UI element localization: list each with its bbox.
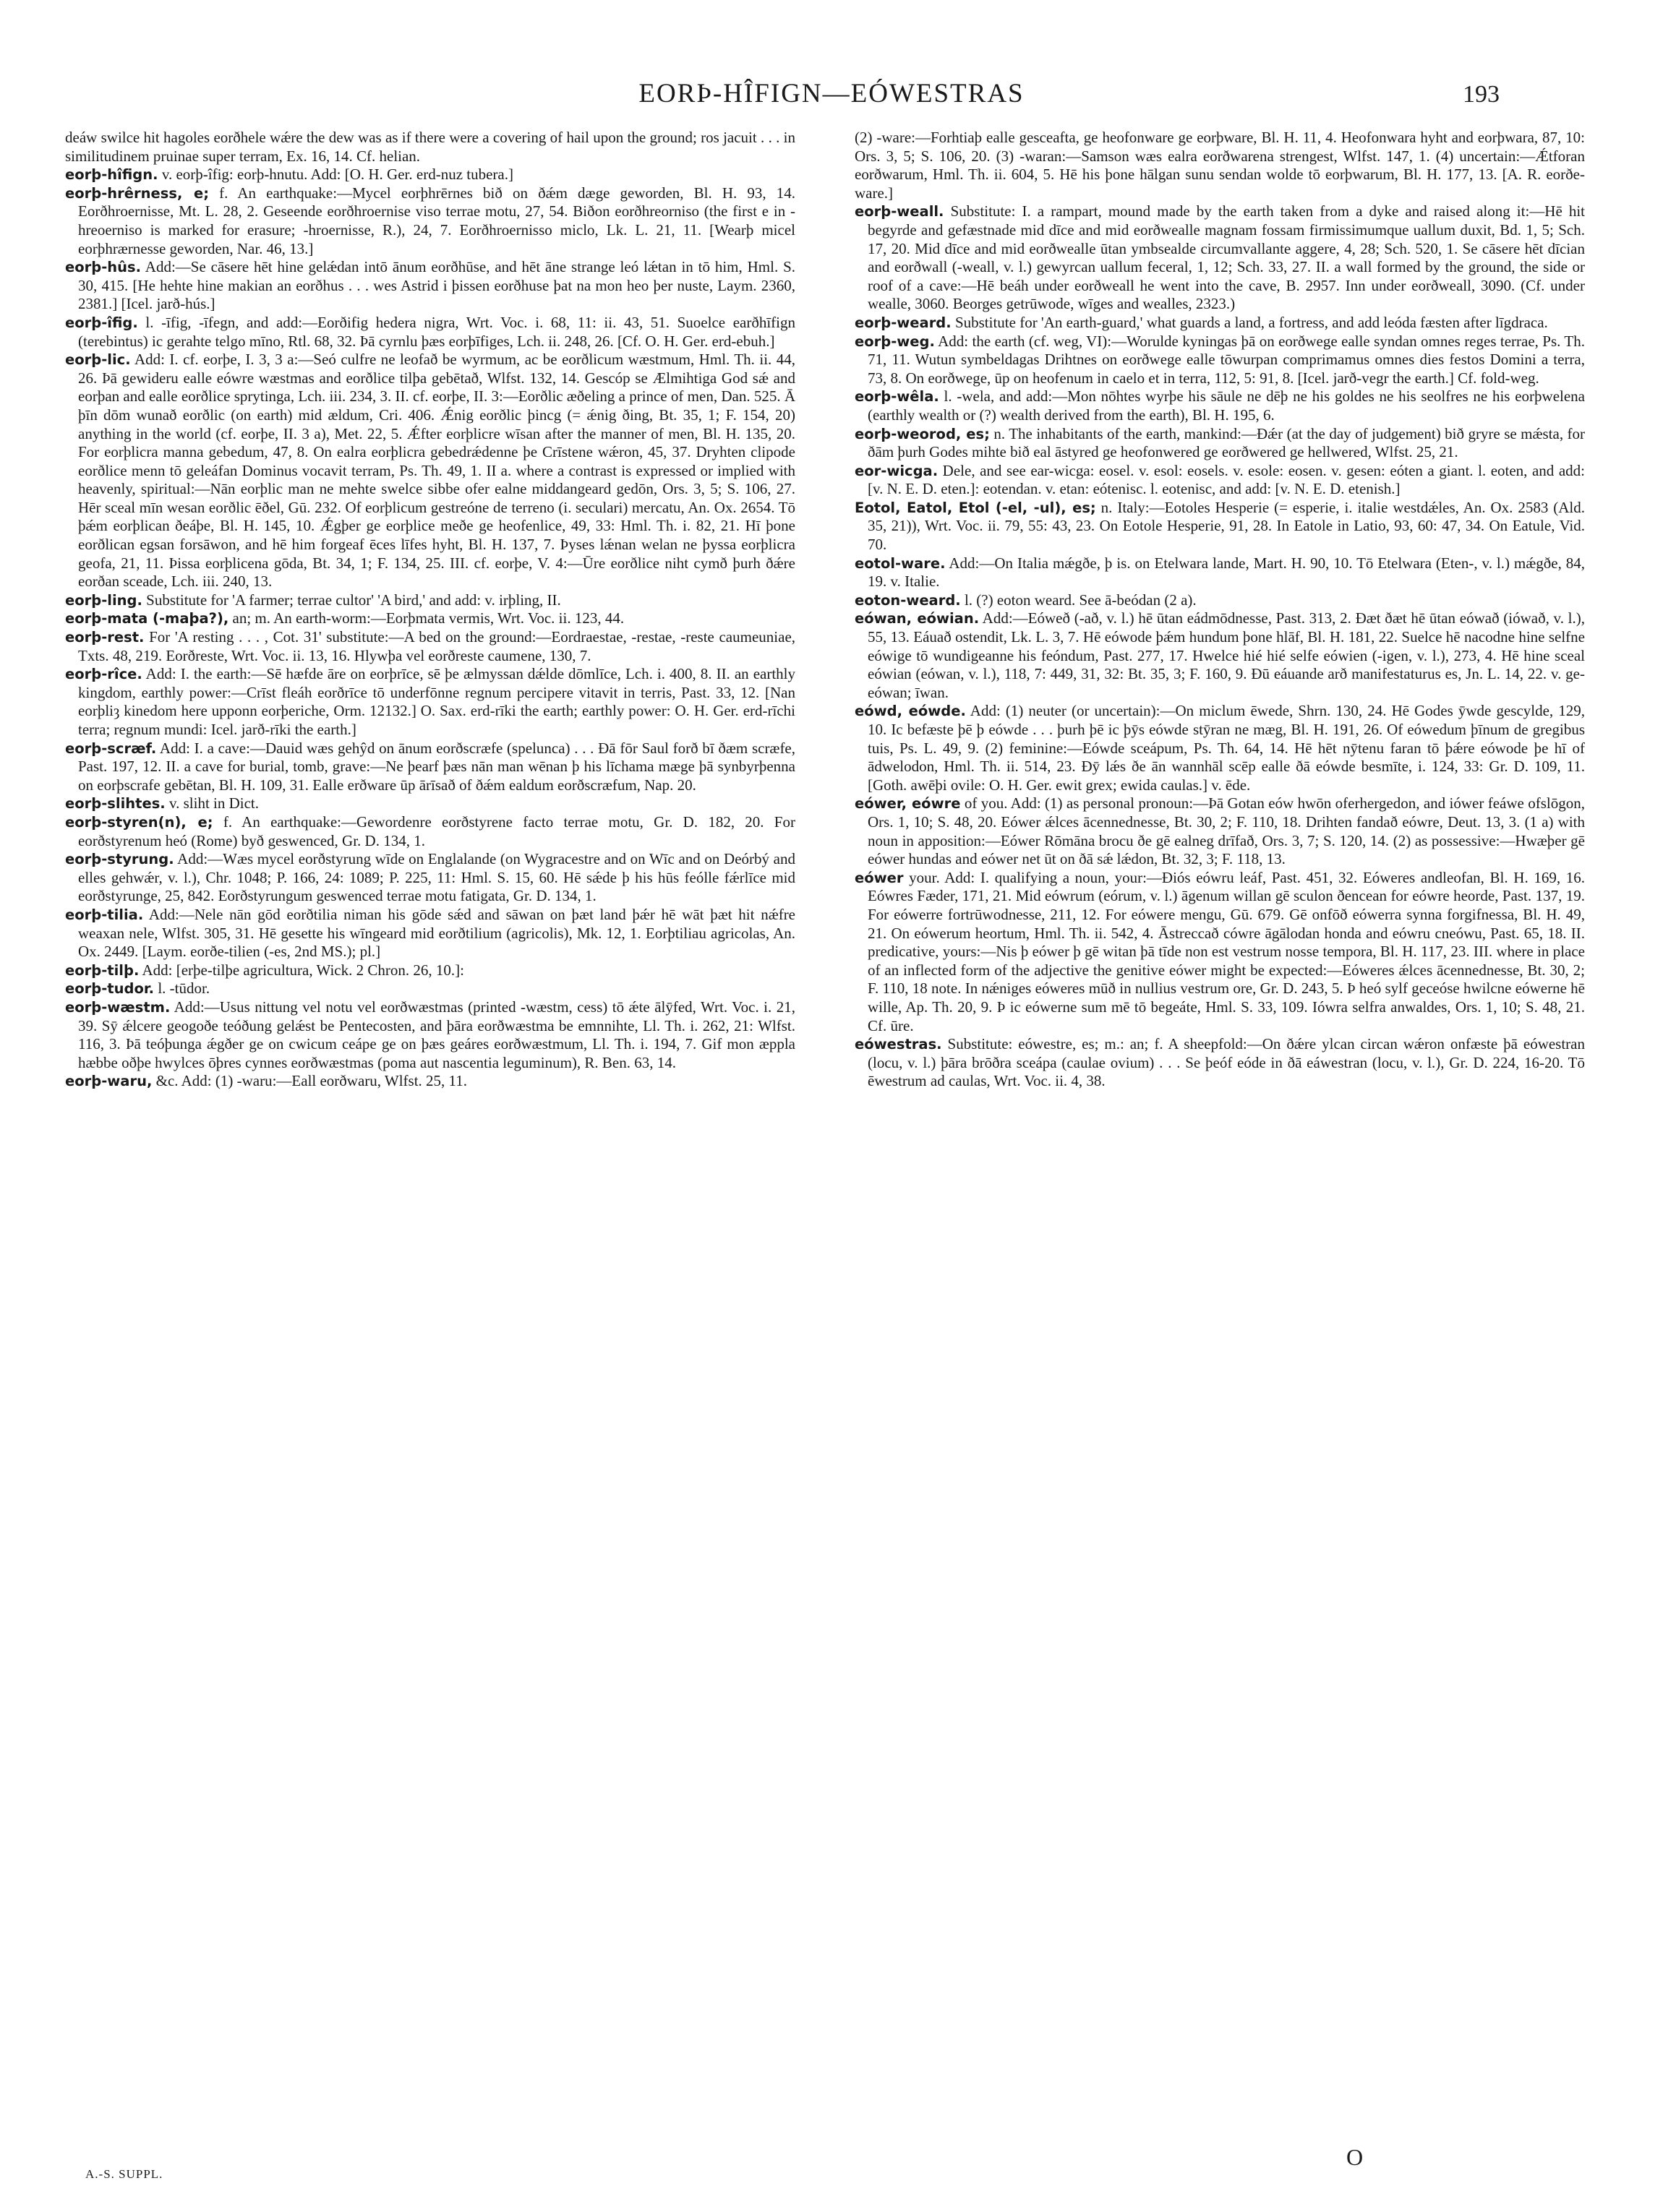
entry-headword: Eotol, Eatol, Etol (-el, -ul), es;	[855, 499, 1096, 516]
entry-text: &c. Add: (1) -waru:—Eall eorðwaru, Wlfst. 25, 11.	[155, 1072, 468, 1090]
dictionary-entry	[855, 702, 1585, 794]
right-column	[855, 129, 1585, 2138]
entry-headword: eorþ-ling.	[65, 591, 142, 609]
entry-text: Add:—Nele nān gōd eorðtilia niman his gōde sǽd and sāwan on þæt land þǽr hē wāt þæt hit nǽfre weaxan nele, Wlfst. 305, 31. Hē gesette his wīngeard mid eorðtilium (agricolis), Mk. 12, 1. Eorþtiliau agricolas, An. Ox. 2449. [Laym. eorðe-tilien (-es, 2nd MS.); pl.]	[78, 905, 795, 961]
entry-text: l. -īfig, -īfegn, and add:—Eorðifig hedera nigra, Wrt. Voc. i. 68, 11: ii. 43, 51. Suoelce earðhīfign (terebintus) ic gerahte telgo mīno, Rtl. 68, 32. Þā cyrnlu þæs eorþīfiges, Lch. ii. 248, 26. [Cf. O. H. Ger. erd-ebuh.]	[78, 313, 795, 350]
entry-text: v. eorþ-îfig: eorþ-hnutu. Add: [O. H. Ger. erd-nuz tubera.]	[161, 166, 513, 184]
entry-headword: eorþ-wêla.	[855, 388, 939, 406]
entry-text: Substitute: eówestre, es; m.: an; f. A sheepfold:—On ðǽre ylcan circan wǽron onfæste þā eówestran (locu, v. l.) þāra brōðra sceápa (caulae ovium) . . . Se þeóf eóde in ðā eáwestran (locu, v. l.), Gr. D. 224, 16-20. Tō ēwestrum ad caulas, Wrt. Voc. ii. 4, 38.	[868, 1035, 1585, 1090]
entry-headword: eor-wicga.	[855, 462, 939, 479]
dictionary-entry	[855, 609, 1585, 702]
entry-headword: eorþ-slihtes.	[65, 795, 166, 813]
entry-headword: eorþ-styren(n), e;	[65, 813, 213, 831]
entry-headword: eorþ-waru,	[65, 1073, 153, 1090]
dictionary-entry	[855, 333, 1585, 388]
entry-headword: eorþ-hûs.	[65, 259, 142, 276]
entry-headword: eorþ-weg.	[855, 333, 935, 350]
dictionary-entry	[65, 314, 795, 351]
dictionary-entry	[65, 628, 795, 665]
entry-headword: eorþ-scræf.	[65, 740, 157, 757]
entry-headword: eorþ-hrêrness, e;	[65, 184, 210, 202]
page-number: 193	[1463, 81, 1500, 108]
gathering-signature: O	[1346, 2144, 1364, 2170]
entry-headword: eówer, eówre	[855, 795, 961, 813]
running-header	[0, 78, 1663, 114]
dictionary-entry	[855, 1035, 1585, 1091]
dictionary-entry	[65, 961, 795, 980]
dictionary-entry	[855, 387, 1585, 424]
entry-text: Dele, and see ear-wicga: eosel. v. esol: eosels. v. esole: eosen. v. gesen: eóten a giant. l. eoten, and add: [v. N. E. D. eten.]: eotendan. v. etan: eótenisc. l. eotenisc, and add: [v. N. E. D. etenish.]	[868, 461, 1585, 498]
dictionary-entry	[65, 166, 795, 184]
entry-headword: eorþ-tilia.	[65, 906, 144, 923]
entry-text: Add: I. cf. eorþe, I. 3, 3 a:—Seó culfre ne leofað be wyrmum, ac be eorðlicum wæstmum, Hml. Th. ii. 44, 26. Þā gewideru ealle eówre wæstmas and eorðlice tilþa gebētað, Wlfst. 132, 14. Gescóp se Ælmihtiga God sǽ and eorþan and ealle eorðlice sprytinga, Lch. iii. 234, 3. II. cf. eorþe, II. 3:—Eorðlic æðeling a prince of men, Dan. 525. Ā þīn dōm wunað eorðlic (on earth) mid ældum, Cri. 406. Ǽnig eorðlic þincg (= ǽnig ðing, Bt. 35, 1; F. 154, 20) anything in the world (cf. eorþe, II. 3 a), Met. 22, 5. Ǽfter eorþlicre wīsan after the manner of men, Bl. H. 135, 20. For eorþlicra manna gebedum, 47, 8. On ealra eorþlicra gebedrǽdenne þe Crīstene wǽron, 45, 37. Dryhten clipode eorðlice menn tō geleáfan Dominus vocavit terram, Ps. Th. 49, 1. II a. where a contrast is expressed or implied with heavenly, spiritual:—Nān eorþlic man ne mehte swelce sibbe ofer ealne middangeard gedōn, Ors. 3, 5; S. 106, 27. Hēr sceal mīn wesan eorðlic ēðel, Gū. 232. Of eorþlicum gestreóne de terreno (i. seculari) mercatu, An. Ox. 2654. Tō þǽm eorþlican ðeáþe, Bl. H. 145, 10. Ǽgþer ge eorþlice meðe ge heofenlice, 49, 33: Hml. Th. i. 82, 21. Hī þone eorðlican egsan forsāwon, and hē him forgeaf ēces līfes hyht, Bl. H. 137, 7. Þyses lǽnan welan ne þyssa eorþlicra geofa, 21, 11. Þissa eorþlicena gōda, Bt. 34, 1; F. 134, 25. III. cf. eorþe, V. 4:—Ūre eorðlice niht cymð þurh ðǽre eorðan sceade, Lch. iii. 240, 13.	[78, 351, 795, 591]
entry-text: l. (?) eoton weard. See ā-beódan (2 a).	[964, 591, 1197, 609]
entry-text: For 'A resting . . . , Cot. 31' substitute:—A bed on the ground:—Eordraestae, -restae, -reste caumeuniae, Txts. 48, 219. Eorðreste, Wrt. Voc. ii. 13, 16. Hlywþa vel eorðreste caumene, 130, 7.	[78, 628, 795, 664]
dictionary-entry	[65, 740, 795, 795]
entry-text: Add:—Se cāsere hēt hine gelǽdan intō ānum eorðhūse, and hēt āne strange leó lǽtan in tō him, Hml. S. 30, 415. [He hehte hine makian an eorðhus . . . wes Astrid i þissen eorðhuse þat na mon heo þer nuste, Laym. 2360, 2381.] [Icel. jarð-hús.]	[78, 258, 795, 313]
entry-headword: eorþ-lic.	[65, 351, 131, 369]
dictionary-entry	[855, 314, 1585, 333]
entry-text: your. Add: I. qualifying a noun, your:—Ðiós eówru leáf, Past. 451, 32. Eóweres andleofan, Bl. H. 169, 16. Eówres Fæder, 171, 21. Mid eówrum (eórum, v. l.) āgenum willan gē sculon ðencean for eówre heorde, Past. 137, 19. For eówerre fortrūwodnesse, 211, 12. For eówere mengu, Gū. 679. Gē onfōð eówerra synna forgifnessa, Bl. H. 49, 21. On eówerum heortum, Hml. Th. ii. 542, 4. Āstreccað cówre āgālodan honda and eówru cneówu, Past. 65, 18. II. predicative, yours:—Nis þ eówer þ gē witan þā tīde non est vestrum nosse tempora, Bl. H. 117, 23. III. where in place of an inflected form of the adjective the genitive eówer might be expected:—Eóweres ǽlces ācennednesse, Bt. 30, 2; F. 110, 18 note. In nǽniges eóweres mūð in nullius vestrum ore, Gr. D. 243, 5. Þ heó sylf geceóse hwilcne eówerne hē wille, Ap. Th. 20, 9. Þ ic eówerne sum mē tō begeáte, Hml. S. 33, 109. Iówra selfra anwaldes, Ors. 1, 10; S. 48, 21. Cf. ūre.	[868, 868, 1585, 1034]
dictionary-entry	[65, 979, 795, 998]
entry-headword: eorþ-weall.	[855, 203, 944, 220]
entry-headword: eorþ-îfig.	[65, 314, 138, 331]
entry-text: Add:—On Italia mǽgðe, þ is. on Etelwara lande, Mart. H. 90, 10. Tō Etelwara (Eten-, v. l.) mǽgðe, 84, 19. v. Italie.	[868, 554, 1585, 591]
dictionary-entry	[65, 665, 795, 739]
entry-text: Add: I. the earth:—Sē hæfde āre on eorþrīce, sē þe ælmyssan dǽlde dōmlīce, Lch. i. 400, 8. II. an earthly kingdom, earthly power:—Crīst fleáh eorðrīce tō underfōnne regnum percipere vitavit in terris, Past. 33, 12. [Nan eorþliȝ kinedom here upponn eorþeriche, Orm. 12132.] O. Sax. erd-rīki the earth; earthly power: O. H. Ger. erd-rīchi terra; regnum mundi: Icel. jarð-rīki the earth.]	[78, 665, 795, 738]
entry-headword: eówd, eówde.	[855, 703, 966, 720]
dictionary-entry	[65, 998, 795, 1072]
entry-text: n. Italy:—Eotoles Hesperie (= esperie, i. italie westdǽles, An. Ox. 2583 (Ald. 35, 21)), Wrt. Voc. ii. 79, 55: 43, 23. On Eotole Hesperie, 91, 28. In Eatole in Latio, 93, 60: 47, 34. On Eatule, Vid. 70.	[868, 498, 1585, 554]
entry-headword: eorþ-weard.	[855, 314, 952, 331]
entry-headword: eorþ-hîfign.	[65, 166, 158, 184]
entry-headword: eorþ-rîce.	[65, 666, 142, 683]
entry-text: v. sliht in Dict.	[168, 794, 260, 813]
entry-headword: eorþ-tudor.	[65, 980, 155, 998]
entry-text: (2) -ware:—Forhtiaþ ealle gesceafta, ge heofonware ge eorþware, Bl. H. 11, 4. Heofonwara hyht and eorþwara, 87, 10: Ors. 3, 5; S. 106, 20. (3) -waran:—Samson wæs ealra eorðwarena strengest, Wlfst. 147, 1. (4) uncertain:—Ǽtforan eorðwarum, Hml. Th. ii. 604, 5. Hē his þone hālgan sunu sendan wolde tō eorþwarum, Bl. H. 177, 13. [A. R. eorðe-ware.]	[855, 129, 1585, 202]
dictionary-entry	[65, 906, 795, 961]
entry-headword: eorþ-tilþ.	[65, 961, 140, 979]
footer-signature-mark: A.-S. SUPPL.	[85, 2167, 163, 2181]
entry-text: Add:—Usus nittung vel notu vel eorðwæstmas (printed -wæstm, cess) tō ǽte ālȳfed, Wrt. Voc. i. 21, 39. Sȳ ǽlcere geogoðe teóðung gelǽst be Pentecosten, and þāra eorðwæstma be emnnihte, Ll. Th. i. 262, 21: Wlfst. 116, 3. Þā teóþunga ǽgðer ge on cwicum ceápe ge on þæs geáres eorðwæstmum, Ll. Th. i. 194, 7. Gif mon æppla hæbbe oðþe hwylces ōþres cynnes eorðwæstmas (poma aut nascentia leguminum), R. Ben. 63, 14.	[78, 998, 795, 1071]
dictionary-entry	[65, 813, 795, 850]
dictionary-entry	[65, 591, 795, 610]
dictionary-entry	[65, 794, 795, 813]
entry-text: Add: I. a cave:—Dauid wæs gehŷd on ānum eorðscræfe (spelunca) . . . Ðā fōr Saul forð bī ðæm scræfe, Past. 197, 12. II. a cave for burial, tomb, grave:—Ne þearf þæs nān man wēnan þ his līchama mæge þā synbyrþenna on eorþscrafe gebētan, Bl. H. 109, 31. Ealle erðware ūp ārīsað of ðǽm ealdum eorðscræfum, Nap. 20.	[78, 739, 795, 794]
dictionary-entry	[855, 794, 1585, 868]
entry-headword: eorþ-styrung.	[65, 851, 174, 868]
dictionary-entry	[65, 609, 795, 628]
dictionary-entry	[855, 554, 1585, 591]
dictionary-entry	[65, 1072, 795, 1091]
dictionary-entry	[65, 184, 795, 258]
entry-headword: eówan, eówian.	[855, 610, 980, 627]
entry-text: an; m. An earth-worm:—Eorþmata vermis, Wrt. Voc. ii. 123, 44.	[232, 609, 625, 627]
entry-text: f. An earthquake:—Mycel eorþhrērnes bið on ðǽm dæge geworden, Bl. H. 93, 14. Eorðhroernisse, Mt. L. 28, 2. Geseende eorðhroernise viso terrae motu, 27, 54. Biðon eorðhreorniso (the first e in -hreoerniso is marked for erasure; -hroernisse, R.), 24, 7. Eorðhroernisso miclo, Lk. L. 21, 11. [Wearþ micel eorþhrærnesse geworden, Nar. 46, 13.]	[78, 184, 795, 257]
entry-headword: eorþ-weorod, es;	[855, 425, 990, 442]
entry-text: Add: the earth (cf. weg, VI):—Worulde kyningas þā on eorðwege ealle syndan omnes reges terrae, Ps. Th. 71, 11. Wutun symbeldagas Drihtnes on eorðwege ealle tōwurpan comprimamus omnes dies festos Domini a terra, 73, 8. On eorðwege, ūp on heofenum in caelo et in terra, 112, 5: 91, 8. [Icel. jarð-vegr the earth.] Cf. fold-weg.	[868, 332, 1585, 387]
running-head-title: EORÞ-HÎFIGN—EÓWESTRAS	[638, 79, 1025, 108]
entry-text: Substitute: I. a rampart, mound made by the earth taken from a dyke and raised along it:—Hē hit begyrde and gefæstnade mid dīce and mid eorðwealle magnam fossam firmissimumque uallum duxit, Bd. 1, 5; Sch. 17, 20. Mid dīce and mid eorðwealle ūtan ymbsealde circumvallante aggere, 4, 28; Sch. 520, 1. Se cāsere hēt dīcian and eorðwall (-weall, v. l.) gewyrcan uallum feceral, 1, 12; Sch. 33, 27. II. a wall formed by the ground, the side or roof of a cave:—Hē beáh under eorðweall he went into the cave, B. 2957. Inn under eorðweall, 3090. (Cf. under wealle, 3060. Beorges getrūwode, wīges and wealles, 2323.)	[868, 202, 1585, 313]
dictionary-entry	[855, 202, 1585, 314]
entry-text: Add: [erþe-tilþe agricultura, Wick. 2 Chron. 26, 10.]:	[142, 961, 464, 979]
left-column	[65, 129, 795, 2138]
entry-text: l. -tūdor.	[158, 979, 210, 998]
entry-text: n. The inhabitants of the earth, mankind:—Ðǽr (at the day of judgement) bið gryre se mǽsta, for ðām þurh Godes mihte bið eal āstyred ge heofonwered ge eorðwered ge hellwered, Wlfst. 25, 21.	[868, 424, 1585, 461]
entry-text: Add:—Wæs mycel eorðstyrung wīde on Englalande (on Wygracestre and on Wīc and on Deórbý and elles gehwǽr, v. l.), Chr. 1048; P. 166, 24: 1089; P. 225, 11: Hml. S. 15, 60. Hē sǽde þ his hūs feólle fǽrlīce mid eorðstyrunge, 25, 842. Eorðstyrungum geswenced terrae motu fatigata, Gr. D. 134, 1.	[78, 850, 795, 905]
dictionary-entry	[855, 869, 1585, 1035]
entry-text: of you. Add: (1) as personal pronoun:—Þā Gotan eów hwōn oferhergedon, and iówer feáwe ofslōgon, Ors. 1, 10; S. 48, 20. Eówer ǽlces ācennednesse, Bt. 30, 2; F. 110, 18. Drihten fandað eówre, Deut. 13, 3. (1 a) with noun in apposition:—Eówer Rōmāna brocu ðe gē ealneg drīfað, Ors. 3, 7; S. 120, 14. (2) as possessive:—Hwæþer gē eówer hundas and eówer net ūt on ðā sǽ lǽdon, Bt. 32, 3; F. 118, 13.	[868, 794, 1585, 868]
entry-headword: eotol-ware.	[855, 554, 946, 572]
entry-text: f. An earthquake:—Gewordenre eorðstyrene facto terrae motu, Gr. D. 182, 20. For eorðstyrenum heó (Rome) byð geswenced, Gr. D. 134, 1.	[78, 813, 795, 849]
dictionary-entry	[855, 499, 1585, 554]
entry-text: l. -wela, and add:—Mon nōhtes wyrþe his sāule ne dēþ ne his goldes ne his seolfres ne his eorþwelena (earthly wealth or (?) wealth derived from the earth), Bl. H. 195, 6.	[868, 387, 1585, 424]
entry-text: Substitute for 'A farmer; terrae cultor' 'A bird,' and add: v. irþling, II.	[146, 591, 561, 609]
entry-text: Add: (1) neuter (or uncertain):—On miclum ēwede, Shrn. 130, 24. Hē Godes ȳwde gescylde, 129, 10. Ic befæste þē þ eówde . . . þurh þē ic þȳs eówde stȳran ne mæg, Bl. H. 191, 26. Of eówedum þīnum de gregibus tuis, Ps. L. 49, 9. (2) feminine:—Eówde sceápum, Ps. Th. 64, 14. Hē hēt nȳtenu faran tō þǽre eówode þe hī of ādwelodon, Hml. Th. ii. 514, 23. Ðȳ lǽs ðe ān wannhāl scēp ealle ðā eówde besmīte, i. 124, 33: Gr. D. 109, 11. [Goth. awēþi ovile: O. H. Ger. ewit grex; ewida caulas.] v. ēde.	[868, 702, 1585, 794]
entry-headword: eorþ-rest.	[65, 629, 145, 646]
entry-headword: eoton-weard.	[855, 591, 961, 609]
dictionary-entry	[65, 258, 795, 314]
entry-headword: eorþ-wæstm.	[65, 998, 171, 1016]
entry-text: deáw swilce hit hagoles eorðhele wǽre the dew was as if there were a covering of hail upon the ground; ros jacuit . . . in similitudinem pruinae super terram, Ex. 16, 14. Cf. helian.	[65, 129, 795, 165]
dictionary-entry	[855, 129, 1585, 202]
dictionary-entry	[855, 425, 1585, 462]
dictionary-entry	[65, 129, 795, 166]
entry-headword: eówer	[855, 869, 904, 886]
dictionary-entry	[855, 462, 1585, 499]
dictionary-entry	[855, 591, 1585, 610]
dictionary-entry	[65, 850, 795, 906]
entry-headword: eorþ-mata (-maþa?),	[65, 610, 229, 627]
entry-headword: eówestras.	[855, 1036, 942, 1053]
entry-text: Add:—Eóweð (-að, v. l.) hē ūtan eádmōdnesse, Past. 313, 2. Ðæt ðæt hē ūtan eówað (iówað, v. l.), 55, 13. Eáuað ostendit, Lk. L. 3, 7. Hē eówode þǽm hundum þone hlāf, Bl. H. 181, 22. Suelce hē nacodne hine selfne eówige tō wundigeanne his feóndum, Past. 277, 17. Hwelce hié hié selfe eówien (-igen, v. l.), 273, 4. Hē hine sceal eówian (eówan, v. l.), 118, 7: 449, 31, 32: Bt. 35, 3; F. 160, 9. Ðū eáuande arð manifestaturus es, Jn. L. 14, 22. v. ge-eówan; īwan.	[868, 609, 1585, 701]
entry-text: Substitute for 'An earth-guard,' what guards a land, a fortress, and add leóda fæsten after līgdraca.	[954, 313, 1548, 331]
dictionary-entry	[65, 351, 795, 591]
